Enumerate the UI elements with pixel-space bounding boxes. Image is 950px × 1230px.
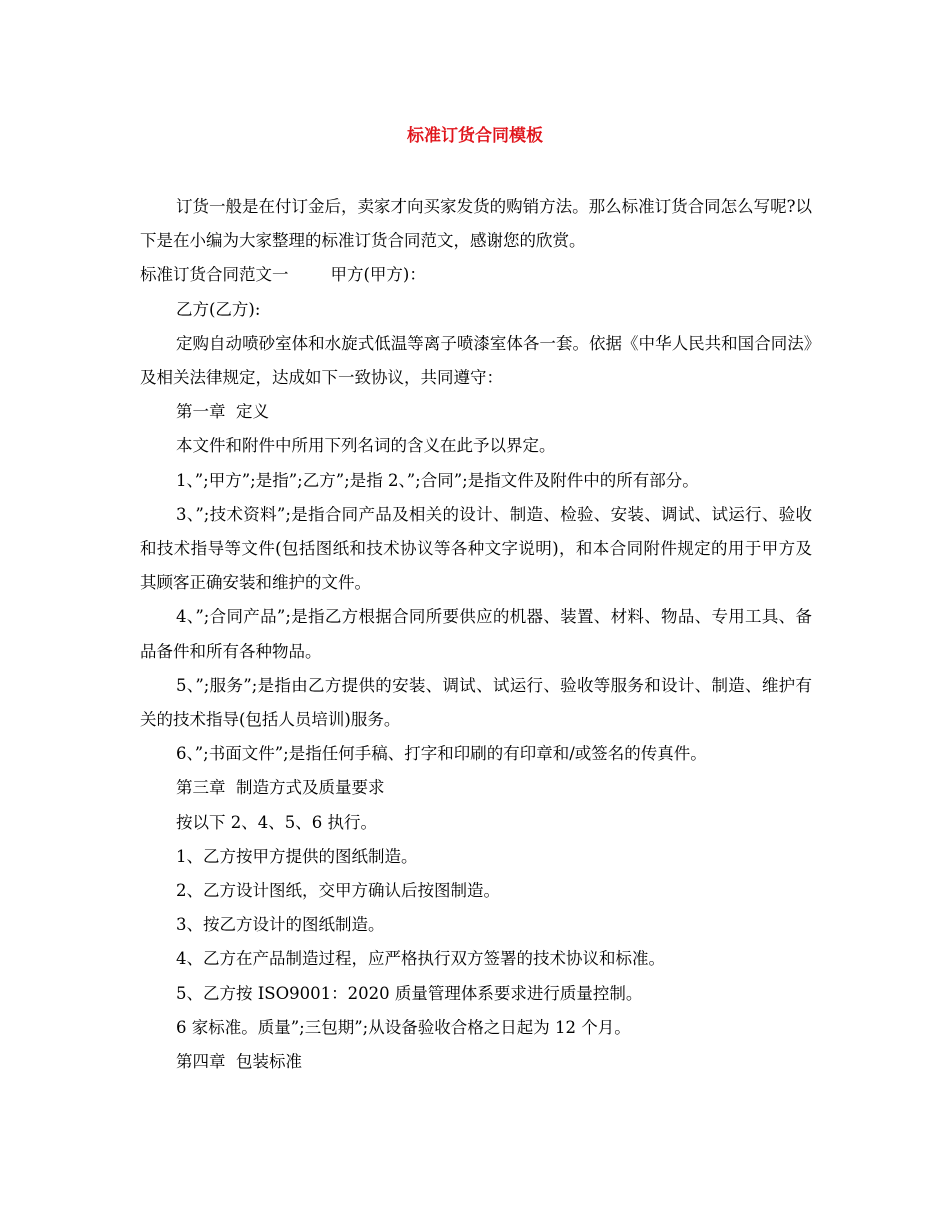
paragraph: 乙方(乙方): (176, 299, 261, 319)
chapter-heading: 第一章 定义 (176, 402, 269, 422)
paragraph: 订货一般是在付订金后，卖家才向买家发货的购销方法。那么标准订货合同怎么写呢?以下是在小编为大家整理的标准订货合同范文，感谢您的欣赏。 (140, 197, 812, 251)
paragraph: 定购自动喷砂室体和水旋式低温等离子喷漆室体各一套。依据《中华人民共和国合同法》及相关法律规定，达成如下一致协议，共同遵守： (140, 333, 812, 388)
paragraph: 标准订货合同范文一 甲方(甲方)： (140, 265, 426, 285)
chapter-heading: 第四章 包装标准 (176, 1052, 302, 1072)
document-body (140, 190, 812, 1079)
paragraph: 按以下 2、4、5、6 执行。 (176, 812, 377, 832)
paragraph: 本文件和附件中所用下列名词的含义在此予以界定。 (176, 436, 556, 456)
document-title: 标准订货合同模板 (407, 126, 543, 146)
list-item: 4、乙方在产品制造过程，应严格执行双方签署的技术协议和标准。 (176, 949, 665, 969)
list-item: 5、乙方按 ISO9001：2020 质量管理体系要求进行质量控制。 (176, 983, 643, 1003)
list-item: 2、乙方设计图纸，交甲方确认后按图制造。 (176, 881, 500, 901)
definition-item: 1、”;甲方”;是指”;乙方”;是指 2、”;合同”;是指文件及附件中的所有部分。 (176, 470, 699, 490)
list-item: 6 家标准。质量”;三包期”;从设备验收合格之日起为 12 个月。 (176, 1017, 631, 1037)
chapter-heading: 第三章 制造方式及质量要求 (176, 778, 385, 798)
list-item: 1、乙方按甲方提供的图纸制造。 (176, 846, 418, 866)
definition-item: 3、”;技术资料”;是指合同产品及相关的设计、制造、检验、安装、调试、试运行、验收和技术指导等文件(包括图纸和技术协议等各种文字说明)，和本合同附件规定的用于甲方及其顾客正确安装和维护的文件。 (140, 504, 812, 593)
definition-item: 4、”;合同产品”;是指乙方根据合同所要供应的机器、装置、材料、物品、专用工具、备品备件和所有各种物品。 (140, 607, 812, 661)
definition-item: 6、”;书面文件”;是指任何手稿、打字和印刷的有印章和/或签名的传真件。 (176, 744, 707, 764)
list-item: 3、按乙方设计的图纸制造。 (176, 915, 385, 935)
definition-item: 5、”;服务”;是指由乙方提供的安装、调试、试运行、验收等服务和设计、制造、维护有关的技术指导(包括人员培训)服务。 (140, 675, 812, 730)
